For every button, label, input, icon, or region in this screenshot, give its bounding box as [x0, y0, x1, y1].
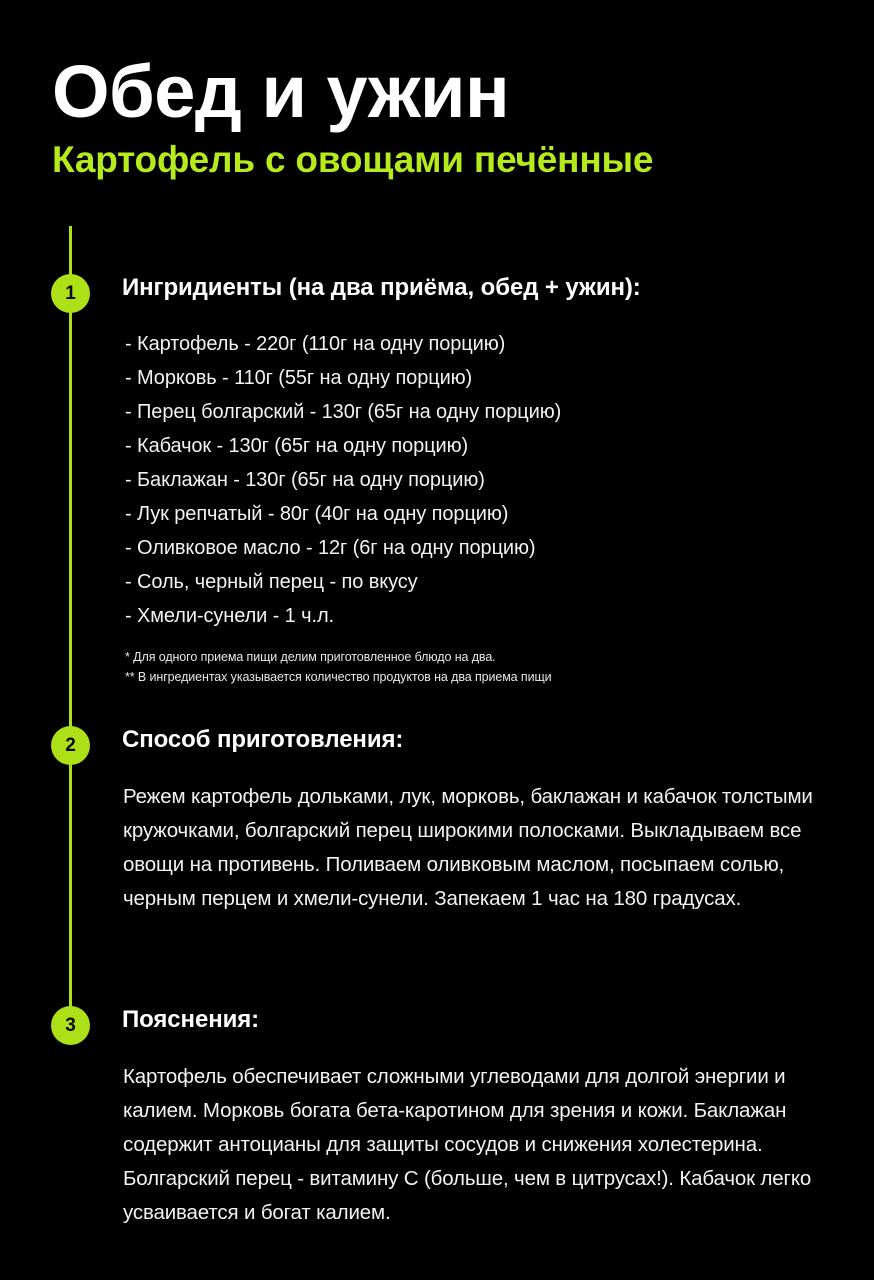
method-text: Режем картофель дольками, лук, морковь, баклажан и кабачок толстыми кружочками, болгарский перец широкими полосками. Выкладываем все овощи на противень. Поливаем оливковым маслом, посыпаем солью, черным перцем и хмели-сунели. Запекаем 1 час на 180 градусах. — [123, 784, 813, 910]
list-item: - Морковь - 110г (55г на одну порцию) — [125, 366, 473, 389]
step-marker-1: 1 — [51, 274, 90, 313]
explanations-heading: Пояснения: — [122, 1006, 260, 1033]
timeline-rail — [69, 226, 72, 1026]
step-marker-2: 2 — [51, 726, 90, 765]
method-heading: Способ приготовления: — [122, 726, 404, 753]
explanations-text: Картофель обеспечивает сложными углеводами для долгой энергии и калием. Морковь богата бета-каротином для зрения и кожи. Баклажан содержит антоцианы для защиты сосудов и снижения холестерина. Болгарский перец - витамину С (больше, чем в цитрусах!). Кабачок легко усваивается и богат калием. — [123, 1064, 812, 1224]
list-item: - Перец болгарский - 130г (65г на одну порцию) — [125, 400, 562, 423]
list-item: - Оливковое масло - 12г (6г на одну порцию) — [125, 536, 536, 559]
section-explanations-body — [122, 1006, 822, 1230]
card-header — [52, 50, 842, 181]
ingredients-heading: Ингридиенты (на два приёма, обед + ужин): — [122, 274, 641, 301]
footnote-single-asterisk: * Для одного приема пищи делим приготовленное блюдо на два. — [125, 649, 496, 664]
ingredients-footnotes — [122, 649, 822, 686]
list-item: - Соль, черный перец - по вкусу — [125, 570, 418, 593]
section-method-body — [122, 726, 822, 916]
list-item: - Хмели-сунели - 1 ч.л. — [125, 604, 334, 627]
section-ingredients-body — [122, 274, 822, 689]
list-item: - Кабачок - 130г (65г на одну порцию) — [125, 434, 469, 457]
ingredients-list — [122, 327, 822, 633]
page-subtitle: Картофель с овощами печённые — [52, 139, 654, 181]
page-title: Обед и ужин — [52, 50, 510, 133]
step-marker-3: 3 — [51, 1006, 90, 1045]
list-item: - Лук репчатый - 80г (40г на одну порцию) — [125, 502, 509, 525]
footnote-double-asterisk: ** В ингредиентах указывается количество продуктов на два приема пищи — [125, 669, 552, 684]
list-item: - Картофель - 220г (110г на одну порцию) — [125, 332, 506, 355]
list-item: - Баклажан - 130г (65г на одну порцию) — [125, 468, 485, 491]
